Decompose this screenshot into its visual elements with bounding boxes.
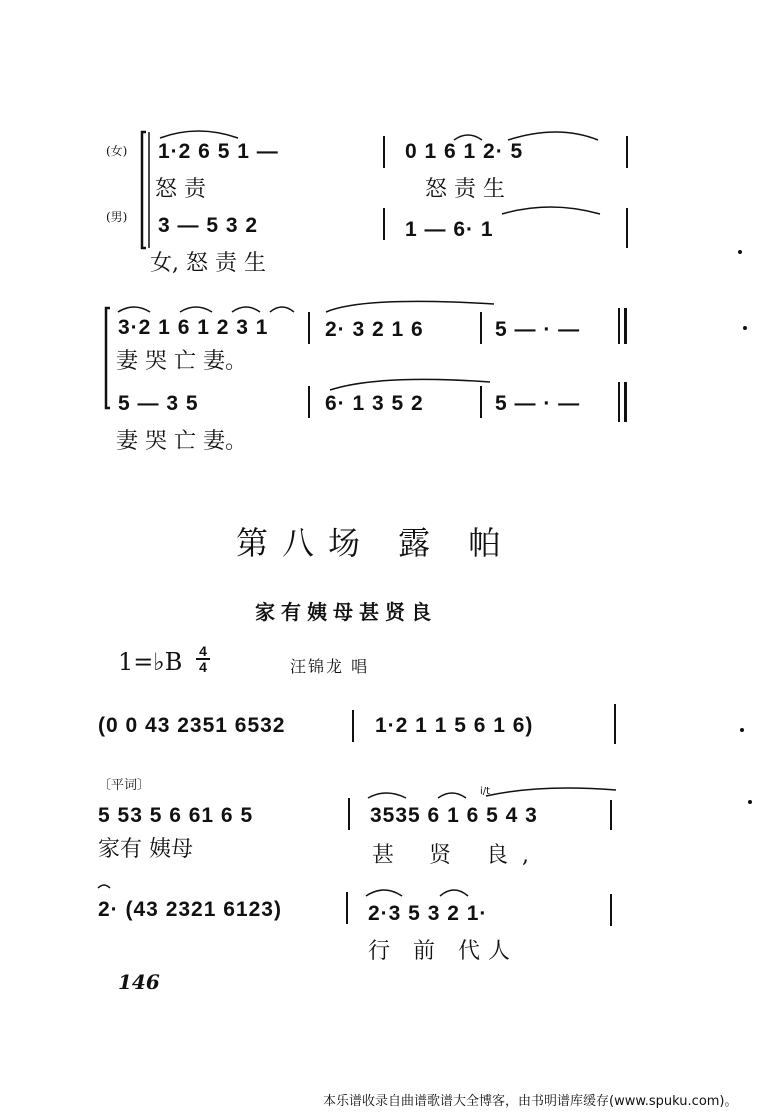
verse-notes-measure-1: 5 53 5 6 61 6 5: [98, 804, 254, 827]
barline: [352, 710, 354, 742]
slur-marks: [114, 296, 634, 316]
verse-notes-measure-4: 2·3 5 3 2 1·: [368, 902, 488, 925]
barline: [610, 894, 612, 926]
grace-note: i/t: [480, 786, 491, 797]
margin-dot: [738, 250, 742, 254]
slur-marks: [320, 374, 520, 394]
female-notes-measure-2: 0 1 6 1 2· 5: [405, 140, 524, 163]
female-voice-label: (女): [106, 144, 128, 158]
final-barline: [624, 308, 627, 344]
barline: [308, 312, 310, 344]
final-barline: [624, 382, 627, 422]
upper-notes-measure-1: 3·2 1 6 1 2 3 1: [118, 316, 269, 339]
lower-notes-measure-2: 6· 1 3 5 2: [325, 392, 424, 415]
barline: [348, 798, 350, 830]
system-bracket: [140, 130, 154, 250]
male-lyrics: 女, 怒 责 生: [150, 251, 266, 276]
slur-marks: [158, 124, 628, 144]
song-title: 家有姨母甚贤良: [255, 600, 437, 624]
upper-lyrics: 妻 哭 亡 妻。: [116, 349, 247, 374]
footer-source: 本乐谱收录自曲谱歌谱大全博客，由书明谱库缓存(www.spuku.com)。: [323, 1094, 738, 1109]
time-signature-bottom: 4: [196, 658, 210, 674]
female-notes-measure-1: 1·2 6 5 1 —: [158, 140, 279, 163]
barline: [308, 386, 310, 418]
barline: [346, 892, 348, 924]
final-barline: [618, 382, 620, 422]
lower-lyrics: 妻 哭 亡 妻。: [116, 429, 247, 454]
verse-lyrics-measure-4: 行 前 代人: [368, 939, 518, 964]
verse-notes-measure-2: 3535 6 1 6 5 4 3: [370, 804, 538, 827]
final-barline: [618, 308, 620, 344]
barline: [626, 208, 628, 248]
lower-notes-measure-1: 5 — 3 5: [118, 392, 199, 415]
slur-marks: [500, 200, 610, 220]
barline: [480, 312, 482, 344]
margin-dot: [743, 326, 747, 330]
female-lyrics-measure-1: 怒 责: [155, 177, 206, 202]
page-number: 146: [118, 970, 160, 994]
barline: [383, 208, 385, 240]
barline: [480, 386, 482, 418]
barline: [614, 704, 616, 744]
male-notes-measure-1: 3 — 5 3 2: [158, 214, 259, 237]
intro-notes-measure-1: (0 0 43 2351 6532: [98, 714, 286, 737]
verse-lyrics-measure-1: 家有 姨母: [98, 837, 193, 862]
male-voice-label: (男): [106, 210, 128, 224]
style-marking: 〔平词〕: [98, 778, 151, 793]
barline: [610, 800, 612, 830]
singer-credit: 汪锦龙 唱: [290, 657, 370, 676]
upper-notes-measure-2: 2· 3 2 1 6: [325, 318, 424, 341]
slur-marks: [96, 880, 576, 900]
margin-dot: [740, 728, 744, 732]
lower-notes-measure-3: 5 — · —: [495, 392, 581, 415]
time-signature-top: 4: [199, 643, 207, 659]
male-notes-measure-2: 1 — 6· 1: [405, 218, 494, 241]
verse-lyrics-measure-2: 甚 贤 良,: [372, 843, 543, 868]
key-signature: 1=♭B: [118, 648, 183, 676]
intro-notes-measure-2: 1·2 1 1 5 6 1 6): [375, 714, 534, 737]
upper-notes-measure-3: 5 — · —: [495, 318, 581, 341]
female-lyrics-measure-2: 怒 责 生: [425, 177, 505, 202]
time-signature: [196, 644, 210, 674]
scene-title: 第八场 露 帕: [236, 524, 515, 562]
verse-notes-measure-3: 2· (43 2321 6123): [98, 898, 282, 921]
margin-dot: [748, 800, 752, 804]
